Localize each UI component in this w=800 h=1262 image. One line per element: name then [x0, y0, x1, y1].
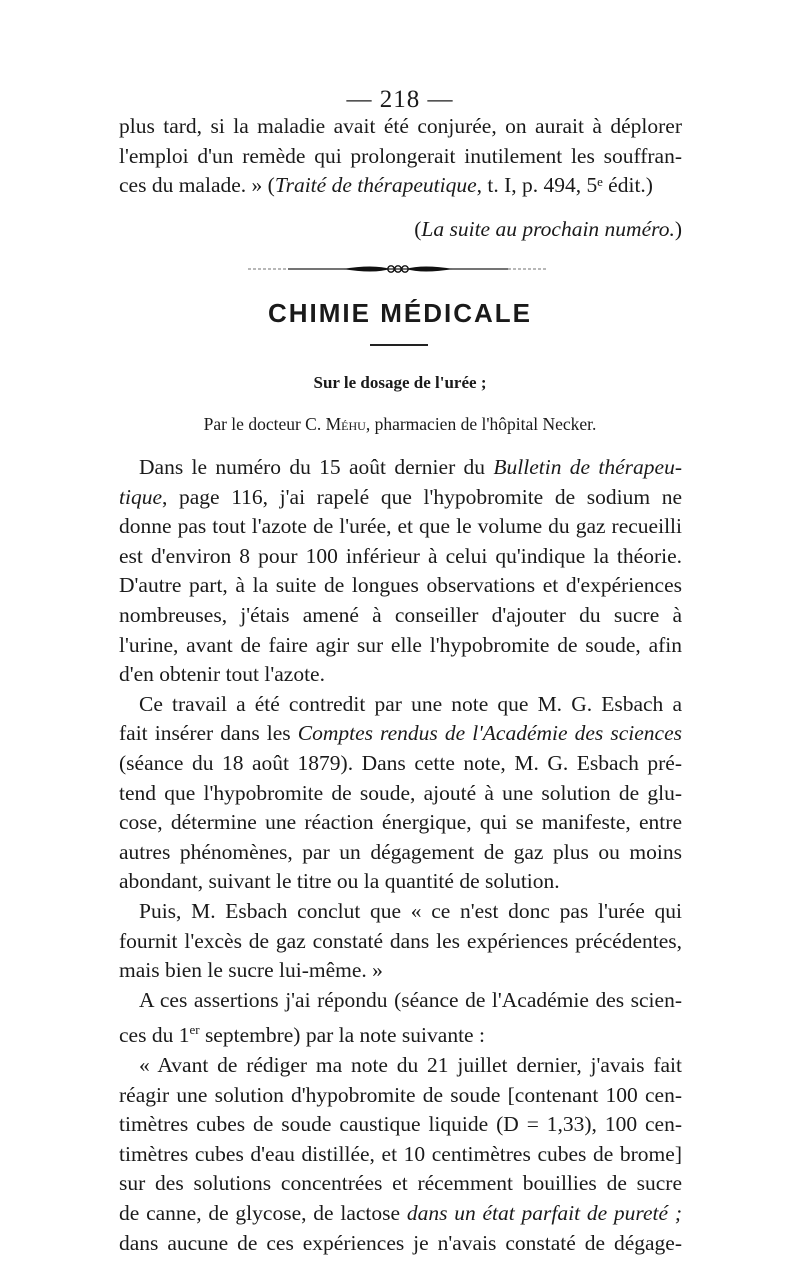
- text-line: fournit l'excès de gaz constaté dans les expériences précédentes,: [119, 928, 682, 953]
- text-line: « Avant de rédiger ma note du 21 juillet dernier, j'avais fait: [139, 1053, 682, 1078]
- book-title: Traité de thérapeutique: [274, 173, 477, 198]
- byline: [0, 414, 800, 435]
- article-body: [119, 453, 682, 1258]
- text-line: abondant, suivant le titre ou la quantité de solution.: [119, 869, 560, 894]
- text-run: ces du malade. » (: [119, 173, 275, 198]
- text-run: fait insérer dans les: [119, 721, 298, 746]
- text-line: [119, 719, 682, 749]
- top-paragraph: [119, 112, 682, 244]
- text-line: timètres cubes de soude caustique liquide (D = 1,33), 100 cen-: [119, 1112, 682, 1137]
- text-line: [119, 453, 682, 483]
- text-line: l'emploi d'un remède qui prolongerait inutilement les souffran-: [119, 143, 682, 168]
- text-run: ces du 1: [119, 1023, 190, 1048]
- continued-text: La suite au prochain numéro.: [421, 216, 675, 241]
- text-line: plus tard, si la maladie avait été conjurée, on aurait à déplorer: [119, 114, 682, 138]
- text-run: , page 116, j'ai rapelé que l'hypobromite de sodium ne: [162, 484, 682, 509]
- page-number: — 218 —: [346, 86, 454, 113]
- text-run: , t. I, p. 494, 5ᵉ édit.): [476, 173, 653, 198]
- to-be-continued: [119, 215, 682, 245]
- text-line: est d'environ 8 pour 100 inférieur à celui qu'indique la théorie.: [119, 543, 682, 568]
- divider: [370, 344, 428, 346]
- text-line: [119, 483, 682, 513]
- text-line: cose, détermine une réaction énergique, qui se manifeste, entre: [119, 810, 682, 835]
- paren: (: [414, 216, 422, 241]
- text-line: donne pas tout l'azote de l'urée, et que le volume du gaz recueilli: [119, 514, 682, 539]
- text-line: d'en obtenir tout l'azote.: [119, 662, 325, 687]
- text-line: nombreuses, j'étais amené à conseiller d'ajouter du sucre à: [119, 602, 682, 627]
- text-line: Puis, M. Esbach conclut que « ce n'est donc pas l'urée qui: [139, 898, 682, 923]
- text-run: septembre) par la note suivante :: [199, 1023, 485, 1048]
- text-line: (séance du 18 août 1879). Dans cette note, M. G. Esbach pré-: [119, 750, 682, 775]
- text-run: Dans le numéro du 15 août dernier du: [139, 455, 494, 479]
- journal-title: Comptes rendus de l'Académie des sciences: [297, 721, 682, 746]
- ornament-divider-icon: [248, 262, 548, 276]
- text-line: [119, 171, 682, 201]
- text-line: mais bien le sucre lui-même. »: [119, 958, 383, 983]
- text-line: A ces assertions j'ai répondu (séance de l'Académie des scien-: [139, 987, 682, 1012]
- text-line: autres phénomènes, par un dégagement de gaz plus ou moins: [119, 839, 682, 864]
- journal-title: tique: [119, 484, 162, 509]
- byline-text: , pharmacien de l'hôpital Necker.: [365, 414, 597, 434]
- text-line: D'autre part, à la suite de longues observations et d'expériences: [119, 573, 682, 598]
- text-line: Ce travail a été contredit par une note que M. G. Esbach a: [139, 691, 682, 716]
- author-name: Méhu: [325, 414, 366, 434]
- text-line: tend que l'hypobromite de soude, ajouté à une solution de glu-: [119, 780, 682, 805]
- superscript: er: [189, 1022, 200, 1038]
- text-line: dans aucune de ces expériences je n'avais constaté de dégage-: [119, 1230, 682, 1255]
- text-line: l'urine, avant de faire agir sur elle l'hypobromite de soude, afin: [119, 632, 682, 657]
- byline-text: Par le docteur C.: [203, 414, 326, 434]
- text-run: de canne, de glycose, de lactose: [119, 1201, 407, 1225]
- text-line: sur des solutions concentrées et récemment bouillies de sucre: [119, 1171, 682, 1196]
- text-line: [119, 1015, 682, 1051]
- article-title: Sur le dosage de l'urée ;: [313, 373, 487, 392]
- text-line: timètres cubes d'eau distillée, et 10 centimètres cubes de brome]: [119, 1141, 682, 1166]
- journal-title: Bulletin de thérapeu-: [493, 455, 682, 479]
- emphasis: dans un état parfait de pureté ;: [406, 1201, 682, 1225]
- paren: ): [674, 216, 682, 241]
- text-line: [119, 1199, 682, 1229]
- section-title: CHIMIE MÉDICALE: [268, 298, 532, 328]
- text-line: réagir une solution d'hypobromite de soude [contenant 100 cen-: [119, 1082, 682, 1107]
